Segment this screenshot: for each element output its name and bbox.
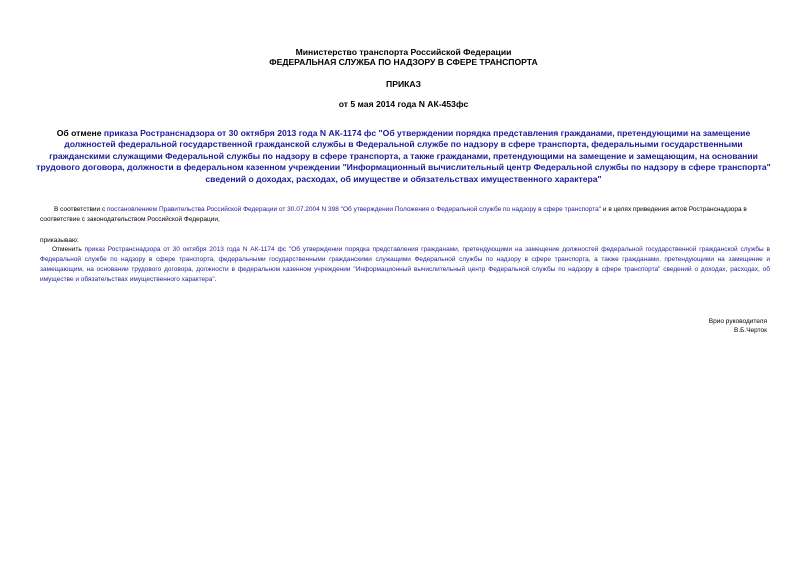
order-prefix: Отменить [52,246,85,253]
service-name: ФЕДЕРАЛЬНАЯ СЛУЖБА ПО НАДЗОРУ В СФЕРЕ ТРАНСПОРТА [269,57,538,67]
intro-prefix: В соответствии с [54,206,108,213]
government-resolution-link[interactable]: постановлением Правительства Российской Федерации от 30.07.2004 N 398 "Об утверждении Положения о Федеральной службе по надзору в сфере транспорта" [107,206,602,213]
cancelled-order-link[interactable]: приказ Ространснадзора от 30 октября 2013 года N АК-1174 фс "Об утверждении порядка представления гражданами, претендующими на замещение должностей федеральной государственной гражданской службы в Федеральной службе по надзору в сфере транспорта, федеральными государственными гражданскими служащими Федеральной службы по надзору в сфере транспорта, а также гражданами, претендующими на замещение и замещающим, на основании трудового договора, должности в федеральном казенном учреждении "Информационный вычислительный центр Федеральной службы по надзору в сфере транспорта" сведений о доходах, расходах, об имуществе и обязательствах имущественного характера" [40,246,770,283]
signatory-name: В.Б.Черток [734,327,767,334]
signatory-position: Врио руководителя [708,318,767,325]
document-subject [36,128,771,185]
document-type: ПРИКАЗ [386,79,421,89]
ministry-name: Министерство транспорта Российской Федерации [295,47,512,57]
document-date-number: от 5 мая 2014 года N АК-453фс [338,99,469,109]
orders-label: приказываю: [40,237,79,244]
order-item-paragraph [40,245,770,285]
subject-prefix: Об отмене [56,128,104,138]
intro-suffix: и в целях приведения актов Ространснадзора в соответствие с законодательством Российской Федерации, [40,206,747,223]
subject-order-link[interactable]: приказа Ространснадзора от 30 октября 2013 года N АК-1174 фс "Об утверждении порядка представления гражданами, претендующими на замещение должностей федеральной государственной гражданской службы в Федеральной службе по надзору в сфере транспорта, федеральными государственными гражданскими служащими Федеральной службы по надзору в сфере транспорта, а также гражданами, претендующими на замещение и замещающим, на основании трудового договора, должности в федеральном казенном учреждении "Информационный вычислительный центр Федеральной службы по надзору в сфере транспорта" сведений о доходах, расходах, об имуществе и обязательствах имущественного характера" [36,128,771,184]
intro-paragraph [40,205,770,225]
order-suffix: . [214,276,217,283]
